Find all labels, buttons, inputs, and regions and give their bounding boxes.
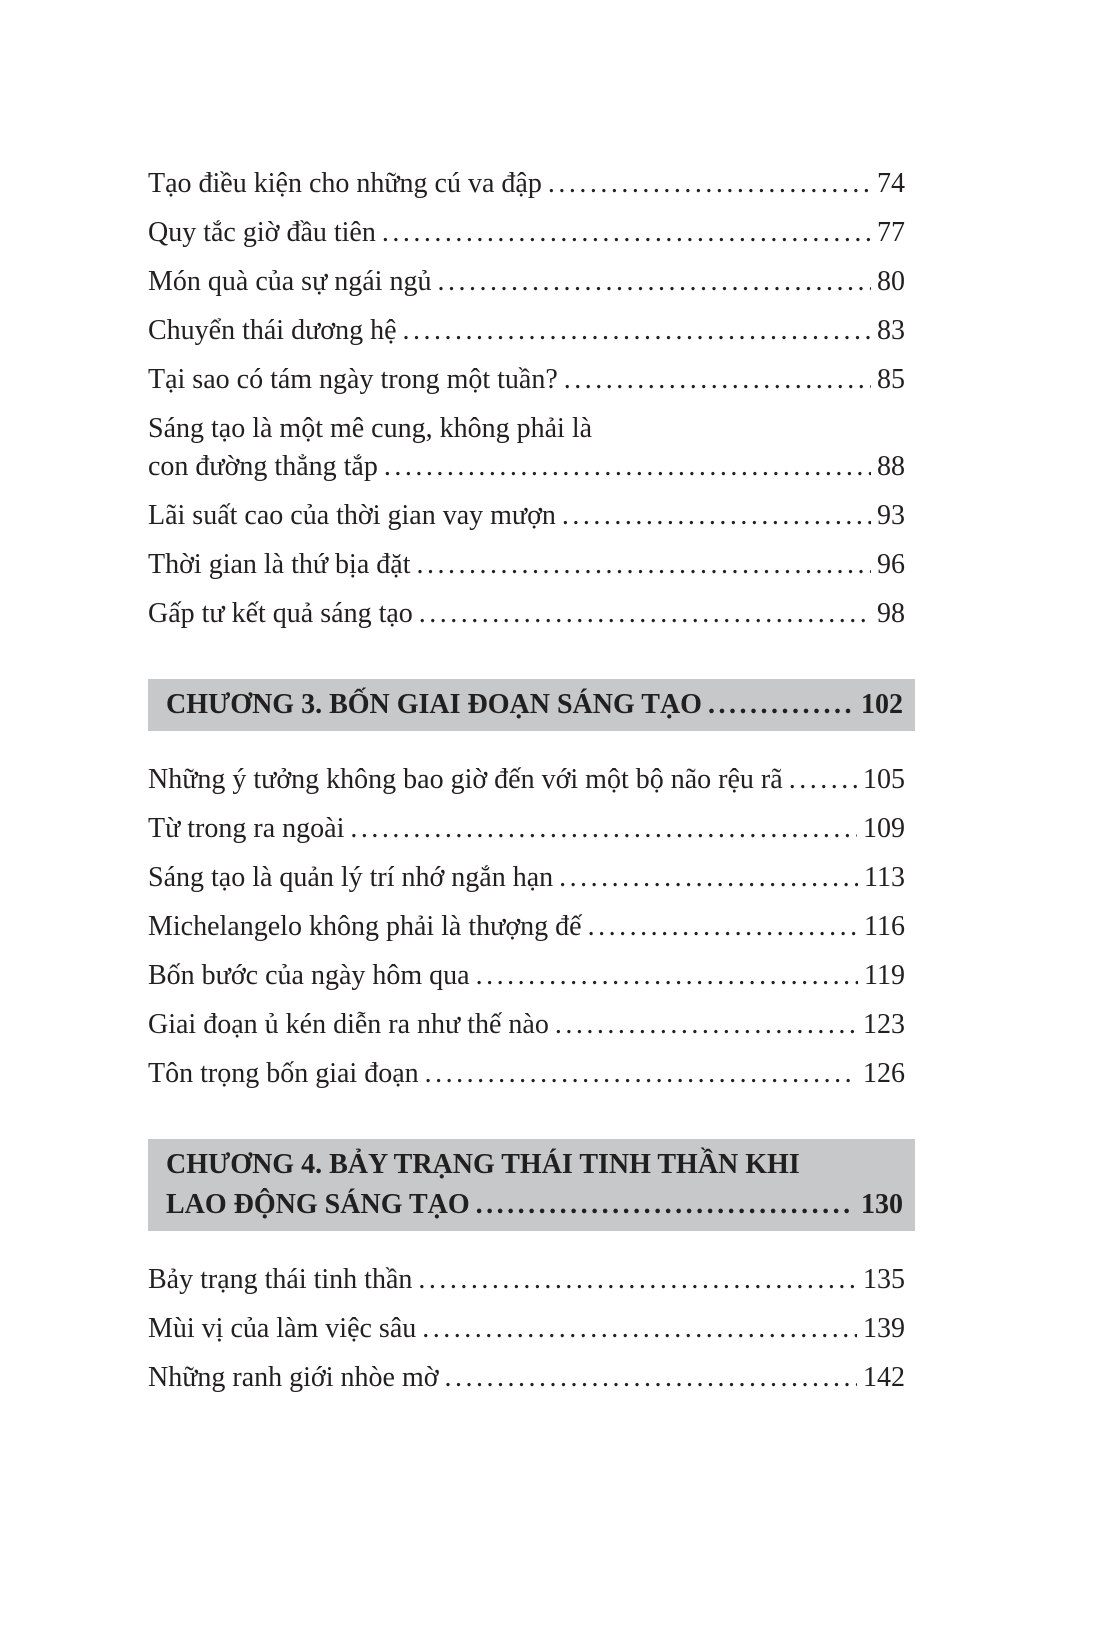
page-number: 77 (877, 217, 905, 248)
dotted-leader (350, 810, 857, 848)
toc-line (148, 1261, 905, 1299)
page-number: 116 (864, 911, 905, 942)
toc-entry (148, 497, 915, 535)
toc-entry (148, 1055, 915, 1093)
page-number: 98 (877, 598, 905, 629)
toc-list (148, 165, 915, 1408)
dotted-leader (708, 685, 855, 725)
toc-entry (148, 312, 915, 350)
page-number: 135 (863, 1264, 905, 1295)
page-number: 83 (877, 315, 905, 346)
page-number: 139 (863, 1313, 905, 1344)
entry-title: con đường thẳng tắp (148, 451, 378, 482)
toc-line (148, 214, 905, 252)
toc-chapter-heading (148, 679, 915, 731)
toc-entry (148, 1261, 915, 1299)
entry-title: Tạo điều kiện cho những cú va đập (148, 168, 542, 199)
toc-line (148, 448, 905, 486)
entry-title: Tại sao có tám ngày trong một tuần? (148, 364, 558, 395)
toc-entry (148, 1310, 915, 1348)
dotted-leader (422, 1310, 857, 1348)
dotted-leader (418, 1261, 857, 1299)
toc-line (148, 1310, 905, 1348)
page-number: 119 (864, 960, 905, 991)
toc-line (148, 761, 905, 799)
toc-line (148, 497, 905, 535)
toc-entry (148, 957, 915, 995)
dotted-leader (476, 1185, 855, 1225)
dotted-leader (555, 1006, 857, 1044)
page-number: 113 (864, 862, 905, 893)
toc-line (148, 1006, 905, 1044)
dotted-leader (789, 761, 857, 799)
toc-entry (148, 361, 915, 399)
toc-line (148, 859, 905, 897)
entry-title: Sáng tạo là quản lý trí nhớ ngắn hạn (148, 862, 554, 893)
toc-line (148, 595, 905, 633)
toc-entry (148, 263, 915, 301)
entry-title: Món quà của sự ngái ngủ (148, 266, 432, 297)
entry-title: Những ý tưởng không bao giờ đến với một bộ não rệu rã (148, 764, 783, 795)
chapter-title: CHƯƠNG 3. BỐN GIAI ĐOẠN SÁNG TẠO (166, 689, 702, 720)
page-number: 85 (877, 364, 905, 395)
dotted-leader (562, 497, 871, 535)
toc-line (148, 361, 905, 399)
dotted-leader (476, 957, 858, 995)
toc-entry (148, 761, 915, 799)
chapter-title: CHƯƠNG 4. BẢY TRẠNG THÁI TINH THẦN KHI (166, 1149, 800, 1180)
toc-line (148, 810, 905, 848)
toc-entry (148, 810, 915, 848)
chapter-title: LAO ĐỘNG SÁNG TẠO (166, 1189, 470, 1220)
entry-title: Những ranh giới nhòe mờ (148, 1362, 439, 1393)
dotted-leader (384, 448, 871, 486)
entry-title: Sáng tạo là một mê cung, không phải là (148, 413, 593, 444)
dotted-leader (548, 165, 871, 203)
toc-line (148, 1055, 905, 1093)
toc-entry (148, 165, 915, 203)
dotted-leader (437, 263, 871, 301)
page-number: 142 (863, 1362, 905, 1393)
toc-chapter-heading (148, 1139, 915, 1231)
toc-entry (148, 595, 915, 633)
toc-line (166, 1145, 903, 1185)
entry-title: Giai đoạn ủ kén diễn ra như thế nào (148, 1009, 549, 1040)
toc-line (148, 957, 905, 995)
page-number: 80 (877, 266, 905, 297)
dotted-leader (403, 312, 872, 350)
entry-title: Quy tắc giờ đầu tiên (148, 217, 376, 248)
toc-line (148, 908, 905, 946)
toc-entry (148, 908, 915, 946)
page-number: 105 (863, 764, 905, 795)
entry-title: Tôn trọng bốn giai đoạn (148, 1058, 419, 1089)
page-number: 102 (861, 689, 903, 720)
entry-title: Từ trong ra ngoài (148, 813, 345, 844)
entry-title: Gấp tư kết quả sáng tạo (148, 598, 413, 629)
entry-title: Michelangelo không phải là thượng đế (148, 911, 582, 942)
toc-entry (148, 214, 915, 252)
entry-title: Lãi suất cao của thời gian vay mượn (148, 500, 556, 531)
entry-title: Thời gian là thứ bịa đặt (148, 549, 411, 580)
toc-entry (148, 1359, 915, 1397)
dotted-leader (588, 908, 858, 946)
page-number: 126 (863, 1058, 905, 1089)
page-number: 93 (877, 500, 905, 531)
page-number: 109 (863, 813, 905, 844)
dotted-leader (425, 1055, 857, 1093)
toc-line (148, 546, 905, 584)
toc-line (166, 685, 903, 725)
page-number: 74 (877, 168, 905, 199)
entry-title: Chuyển thái dương hệ (148, 315, 397, 346)
page-number: 96 (877, 549, 905, 580)
toc-entry (148, 546, 915, 584)
dotted-leader (382, 214, 871, 252)
toc-entry (148, 859, 915, 897)
entry-title: Bốn bước của ngày hôm qua (148, 960, 470, 991)
toc-line (148, 263, 905, 301)
dotted-leader (564, 361, 871, 399)
toc-line (148, 165, 905, 203)
entry-title: Mùi vị của làm việc sâu (148, 1313, 417, 1344)
toc-line (148, 410, 905, 448)
dotted-leader (559, 859, 858, 897)
toc-entry (148, 410, 915, 486)
entry-title: Bảy trạng thái tinh thần (148, 1264, 413, 1295)
toc-line (166, 1185, 903, 1225)
page-number: 130 (861, 1189, 903, 1220)
page-number: 123 (863, 1009, 905, 1040)
toc-line (148, 312, 905, 350)
dotted-leader (416, 546, 871, 584)
toc-entry (148, 1006, 915, 1044)
dotted-leader (445, 1359, 857, 1397)
page-number: 88 (877, 451, 905, 482)
toc-line (148, 1359, 905, 1397)
dotted-leader (419, 595, 871, 633)
